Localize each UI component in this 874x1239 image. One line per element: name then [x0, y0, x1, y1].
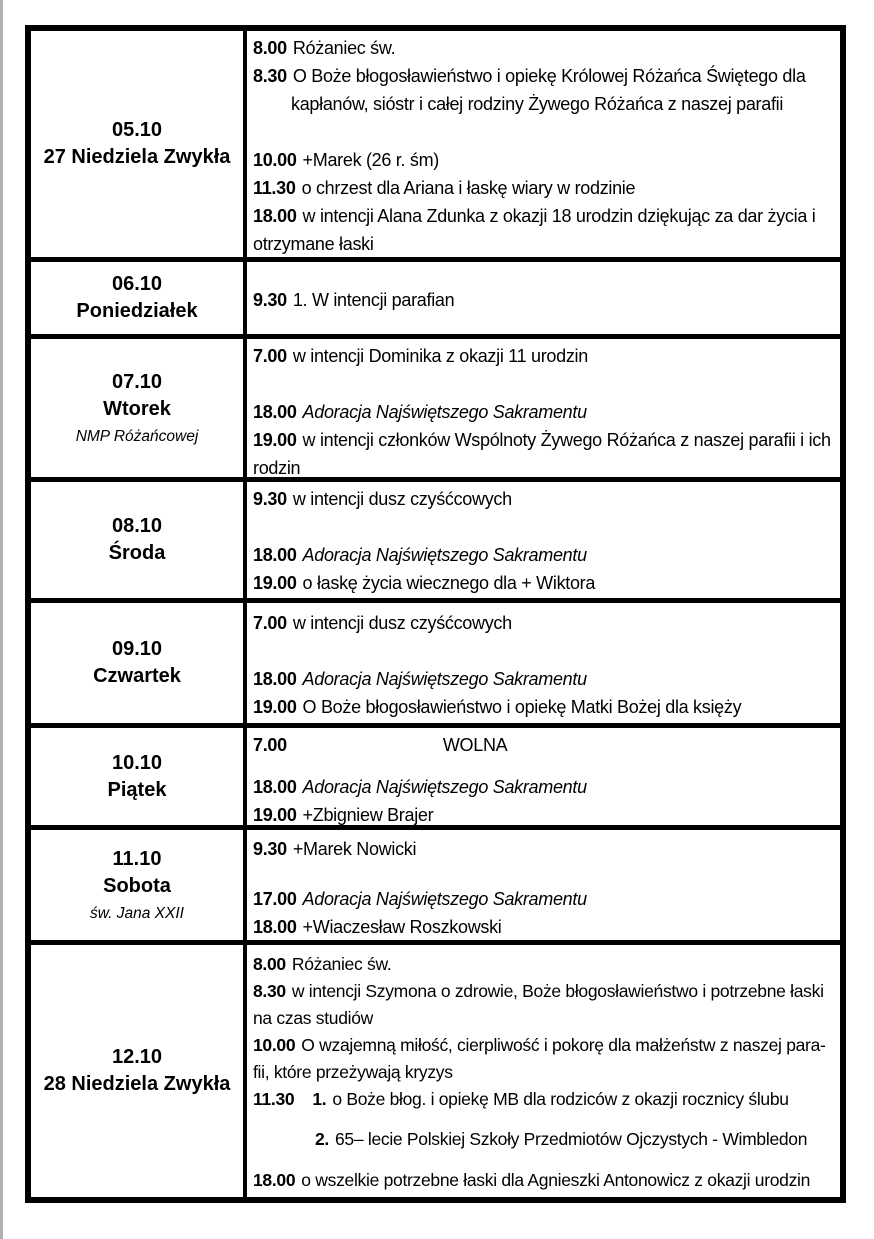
intention-line — [253, 773, 834, 801]
intention-line — [253, 1059, 834, 1086]
intentions-cell — [247, 945, 840, 1197]
date-cell — [31, 830, 247, 940]
intentions-cell — [247, 339, 840, 477]
intention-text: w intencji dusz czyśćcowych — [292, 489, 512, 509]
intentions-cell — [247, 262, 840, 334]
intention-text: na czas studiów — [253, 1008, 374, 1028]
intention-text: Adoracja Najświętszego Sakramentu — [302, 402, 587, 422]
date-cell — [31, 603, 247, 723]
mass-time: 8.30 — [253, 981, 286, 1001]
intention-text: w intencji dusz czyśćcowych — [292, 613, 512, 633]
day-label: Sobota — [103, 874, 171, 897]
intentions-cell — [247, 482, 840, 598]
intention-line — [253, 1086, 834, 1113]
intention-line — [253, 146, 834, 174]
intention-text: O Boże błogosławieństwo i opiekę Matki Bożej dla księży — [302, 697, 742, 717]
schedule-row — [31, 31, 840, 257]
intention-text: w intencji Szymona o zdrowie, Boże błogosławieństwo i potrzebne łaski — [291, 981, 824, 1001]
intention-text: +Marek Nowicki — [292, 839, 417, 859]
intention-text: o łaskę życia wiecznego dla + Wiktora — [302, 573, 596, 593]
schedule-row — [31, 825, 840, 940]
day-label: Środa — [108, 542, 166, 564]
intention-line — [253, 951, 834, 978]
date-label: 09.10 — [111, 638, 163, 660]
mass-time: 11.30 — [253, 178, 296, 198]
intention-text: w intencji Alana Zdunka z okazji 18 urodzin dziękując za dar życia i — [302, 206, 816, 226]
intention-text: +Marek (26 r. śm) — [302, 150, 439, 170]
intention-text: WOLNA — [442, 735, 508, 755]
date-label: 08.10 — [111, 515, 163, 537]
intention-line — [253, 1126, 834, 1153]
intention-line — [253, 286, 834, 314]
mass-time: 18.00 — [253, 1170, 296, 1190]
date-cell — [31, 31, 247, 257]
date-label: 07.10 — [111, 370, 163, 393]
mass-time: 10.00 — [253, 150, 297, 170]
mass-time: 18.00 — [253, 402, 297, 422]
schedule-row — [31, 477, 840, 598]
intention-text: w intencji Dominika z okazji 11 urodzin — [292, 346, 588, 366]
mass-time: 18.00 — [253, 669, 297, 689]
mass-time: 9.30 — [253, 290, 287, 310]
scan-edge-artifact — [0, 0, 3, 1239]
intention-text: otrzymane łaski — [253, 234, 374, 254]
schedule-row — [31, 257, 840, 334]
intention-line — [253, 34, 834, 62]
mass-time: 8.00 — [253, 954, 286, 974]
mass-time: 18.00 — [253, 206, 297, 226]
intention-text: Adoracja Najświętszego Sakramentu — [302, 889, 587, 909]
date-cell — [31, 482, 247, 598]
intention-line — [253, 174, 834, 202]
date-label: 05.10 — [111, 119, 163, 141]
intention-line — [253, 230, 834, 257]
intention-line — [253, 1032, 834, 1059]
intention-line — [253, 835, 834, 863]
intention-text: w intencji członków Wspólnoty Żywego Różańca z naszej parafii i ich — [302, 430, 831, 450]
intentions-cell — [247, 31, 840, 257]
mass-time: 18.00 — [253, 917, 297, 937]
feast-note: NMP Różańcowej — [75, 427, 199, 445]
intention-text: o wszelkie potrzebne łaski dla Agnieszki Antonowicz z okazji urodzin — [301, 1170, 811, 1190]
mass-time: 17.00 — [253, 889, 297, 909]
intention-line — [253, 342, 834, 370]
feast-note: św. Jana XXII — [90, 904, 184, 922]
intention-text: kapłanów, sióstr i całej rodziny Żywego Różańca z naszej parafii — [291, 94, 784, 114]
schedule-row — [31, 334, 840, 477]
date-cell — [31, 728, 247, 825]
intention-line — [253, 454, 834, 477]
mass-time: 8.00 — [253, 38, 287, 58]
intentions-cell — [247, 728, 840, 825]
date-cell — [31, 945, 247, 1197]
intention-text: O wzajemną miłość, cierpliwość i pokorę dla małżeństw z naszej para- — [301, 1035, 826, 1055]
intention-line — [253, 609, 834, 637]
intention-line — [253, 665, 834, 693]
intention-line — [253, 202, 834, 230]
date-label: 06.10 — [111, 273, 163, 295]
intention-line — [253, 693, 834, 721]
mass-time: 7.00 — [253, 346, 287, 366]
mass-time: 11.30 — [253, 1089, 295, 1109]
intention-text: O Boże błogosławieństwo i opiekę Królowej Różańca Świętego dla — [292, 66, 806, 86]
intention-text: Adoracja Najświętszego Sakramentu — [302, 545, 587, 565]
mass-time: 19.00 — [253, 805, 297, 825]
mass-time: 8.30 — [253, 66, 287, 86]
mass-time: 7.00 — [253, 613, 287, 633]
intention-text: +Zbigniew Brajer — [302, 805, 434, 825]
intention-text: Adoracja Najświętszego Sakramentu — [302, 669, 587, 689]
intention-text: 65– lecie Polskiej Szkoły Przedmiotów Ojczystych - Wimbledon — [335, 1129, 808, 1149]
mass-time: 18.00 — [253, 777, 297, 797]
date-label: 12.10 — [111, 1046, 163, 1068]
intentions-cell — [247, 830, 840, 940]
intention-line — [253, 885, 834, 913]
intention-line — [253, 485, 834, 513]
intention-line — [253, 398, 834, 426]
mass-time: 18.00 — [253, 545, 297, 565]
intention-text: rodzin — [253, 458, 301, 477]
day-label: Piątek — [107, 778, 167, 801]
day-label: Poniedziałek — [76, 300, 198, 322]
intention-line — [253, 426, 834, 454]
intention-text: 1. W intencji parafian — [292, 290, 455, 310]
intention-text: Różaniec św. — [291, 954, 392, 974]
date-label: 11.10 — [112, 847, 162, 870]
item-number: 1. — [312, 1089, 327, 1109]
mass-time: 7.00 — [253, 735, 287, 755]
mass-schedule-table — [25, 25, 846, 1203]
intention-line — [253, 62, 834, 90]
schedule-row — [31, 598, 840, 723]
intentions-cell — [247, 603, 840, 723]
intention-line — [253, 801, 834, 825]
mass-time: 19.00 — [253, 697, 297, 717]
item-number: 2. — [315, 1129, 329, 1149]
mass-time: 19.00 — [253, 430, 297, 450]
intention-line — [253, 90, 834, 118]
intention-line — [253, 731, 834, 759]
intention-line — [253, 569, 834, 597]
mass-time: 19.00 — [253, 573, 297, 593]
intention-text: Adoracja Najświętszego Sakramentu — [302, 777, 587, 797]
day-label: Czwartek — [93, 665, 181, 687]
schedule-row — [31, 940, 840, 1197]
intention-text: fii, które przeżywają kryzys — [253, 1062, 453, 1082]
day-label: 27 Niedziela Zwykła — [43, 146, 231, 168]
intention-line — [253, 1167, 834, 1194]
schedule-row — [31, 723, 840, 825]
date-cell — [31, 262, 247, 334]
day-label: 28 Niedziela Zwykła — [43, 1073, 231, 1095]
intention-line — [253, 978, 834, 1005]
date-cell — [31, 339, 247, 477]
intention-text: Różaniec św. — [292, 38, 396, 58]
intention-line — [253, 913, 834, 940]
mass-time: 9.30 — [253, 839, 287, 859]
intention-text: o Boże błog. i opiekę MB dla rodziców z okazji rocznicy ślubu — [332, 1089, 789, 1109]
date-label: 10.10 — [111, 751, 163, 774]
day-label: Wtorek — [103, 397, 171, 420]
intention-line — [253, 541, 834, 569]
intention-text: +Wiaczesław Roszkowski — [302, 917, 502, 937]
intention-line — [253, 1005, 834, 1032]
intention-text: o chrzest dla Ariana i łaskę wiary w rodzinie — [301, 178, 636, 198]
mass-time: 9.30 — [253, 489, 287, 509]
mass-time: 10.00 — [253, 1035, 296, 1055]
